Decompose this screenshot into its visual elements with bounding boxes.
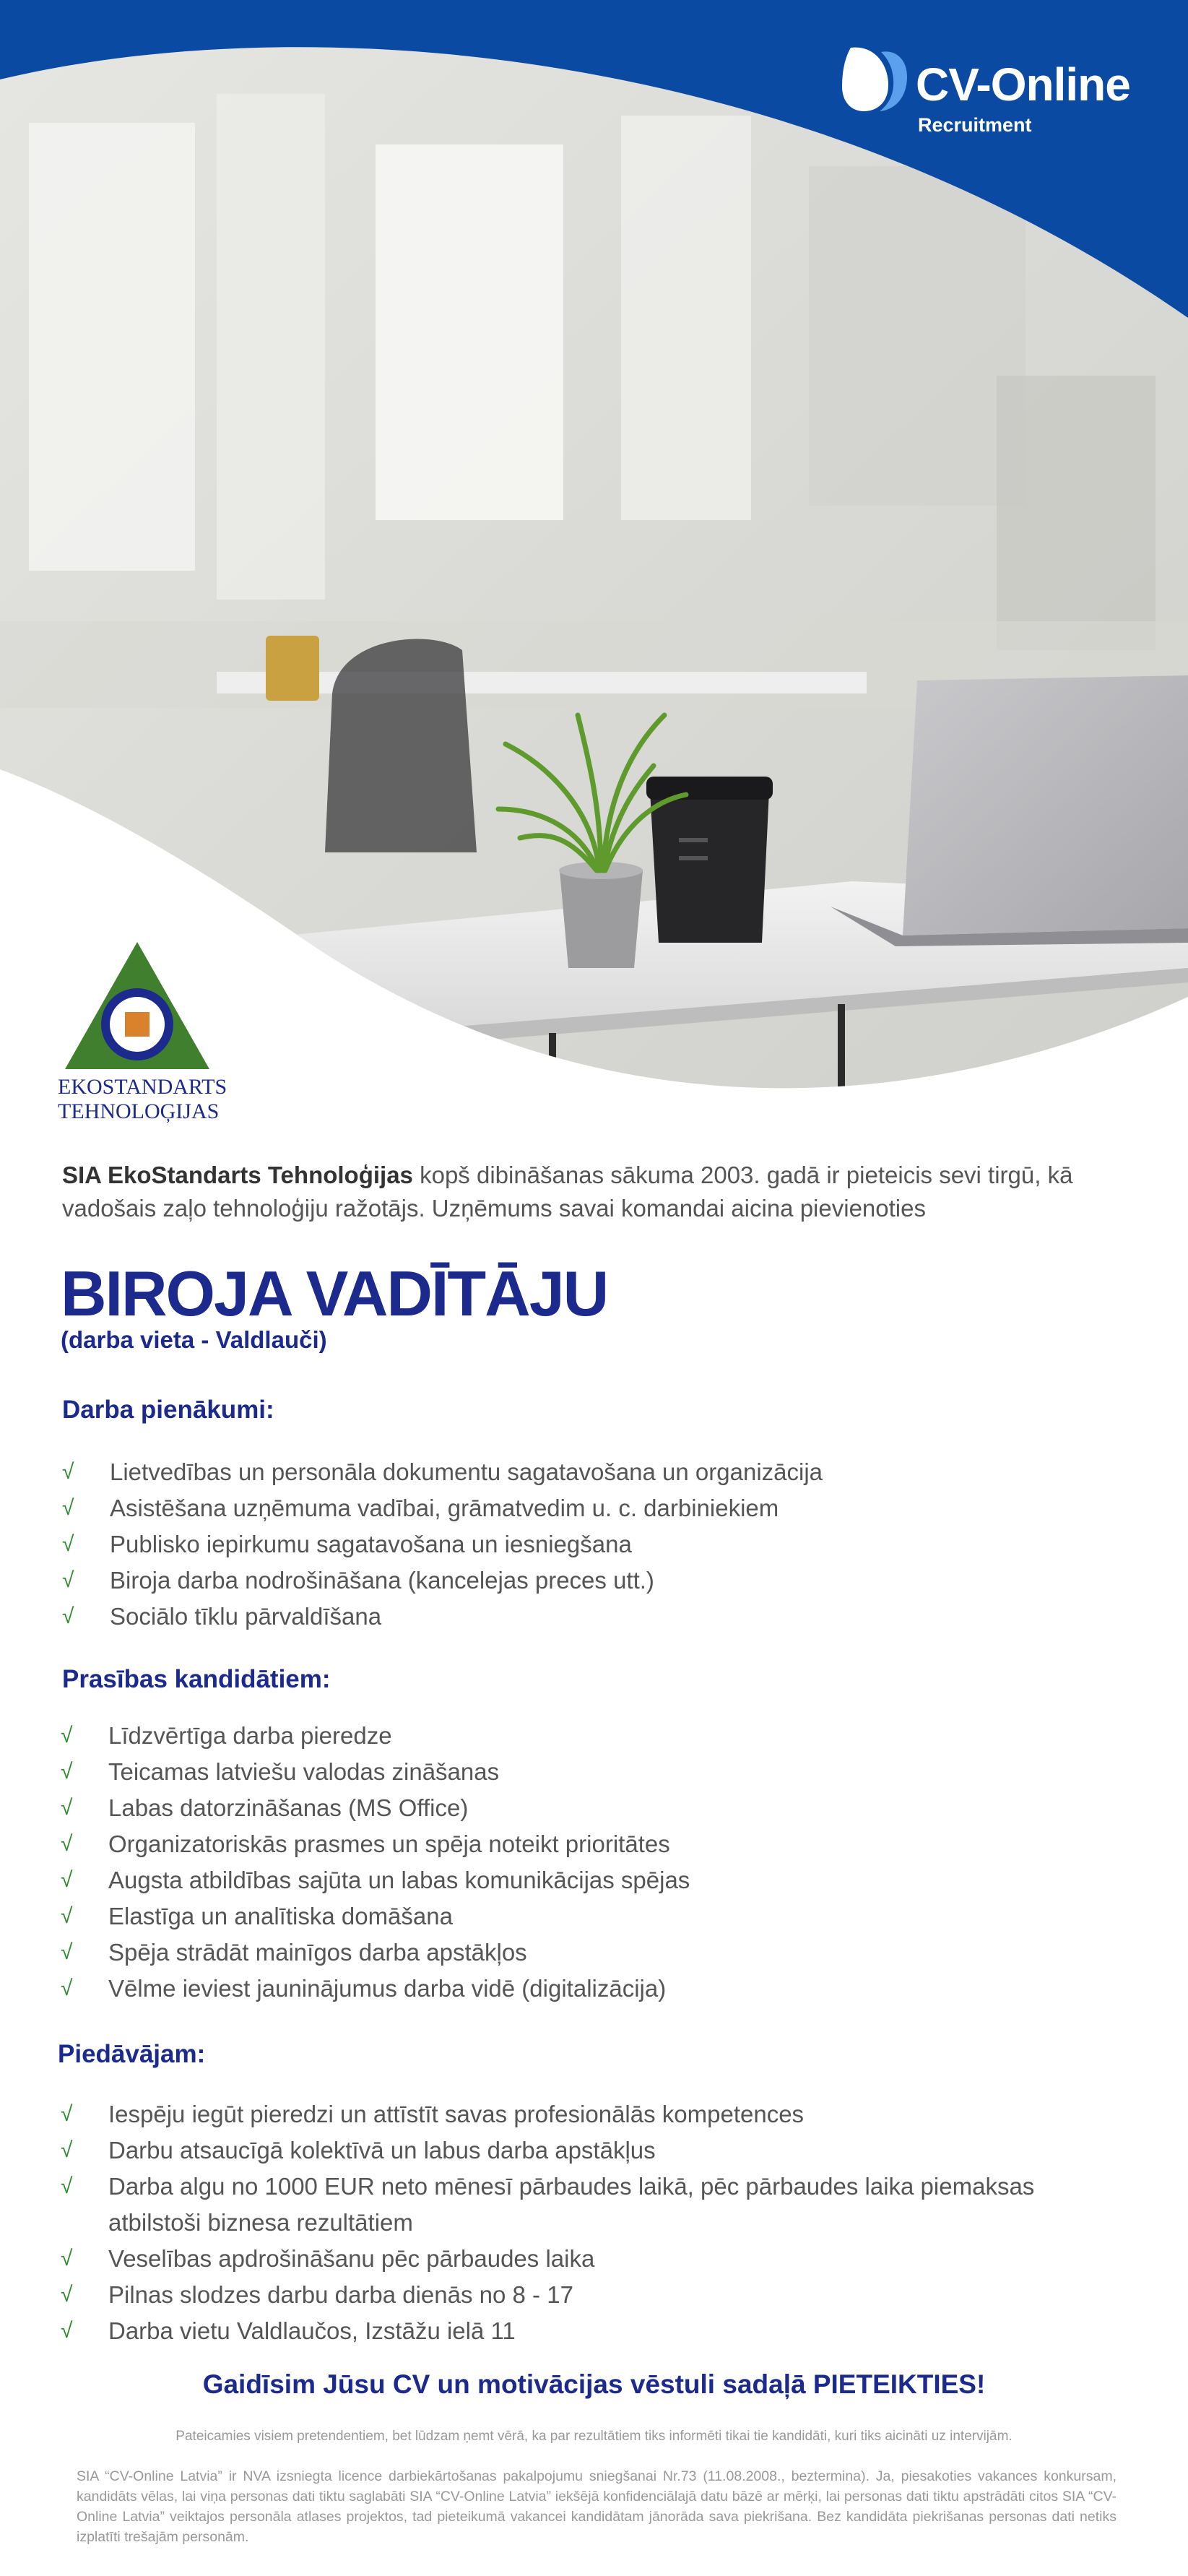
check-icon: √ bbox=[62, 1568, 74, 1592]
client-logo bbox=[58, 939, 227, 1127]
job-title: BIROJA VADĪTĀJU bbox=[61, 1258, 608, 1329]
check-icon: √ bbox=[61, 1724, 73, 1747]
check-icon: √ bbox=[61, 1760, 73, 1784]
check-icon: √ bbox=[61, 1868, 73, 1892]
intro-paragraph bbox=[62, 1159, 1124, 1225]
intro-text: kopš dibināšanas sākuma 2003. gadā ir pieteicis sevi tirgū, kā vadošais zaļo tehnoloģiju ražotājs. Uzņēmums savai komandai aicina pievienoties bbox=[62, 1162, 1073, 1222]
brand-tagline: Recruitment bbox=[918, 114, 1032, 136]
check-icon: √ bbox=[61, 1976, 73, 2000]
check-icon: √ bbox=[61, 2283, 73, 2307]
check-icon: √ bbox=[61, 2319, 73, 2343]
cv-online-logo[interactable] bbox=[838, 42, 1141, 143]
check-icon: √ bbox=[62, 1604, 74, 1628]
check-icon: √ bbox=[62, 1460, 74, 1484]
check-icon: √ bbox=[61, 1832, 73, 1856]
job-location: (darba vieta - Valdlauči) bbox=[61, 1326, 327, 1353]
hero-banner bbox=[0, 0, 1188, 1123]
check-icon: √ bbox=[61, 1796, 73, 1820]
requirements-heading: Prasības kandidātiem: bbox=[62, 1665, 331, 1693]
client-name-line1: EKOSTANDARTS bbox=[58, 1075, 227, 1099]
offer-heading: Piedāvājam: bbox=[58, 2040, 206, 2068]
check-icon: √ bbox=[61, 2102, 73, 2126]
client-name-line2: TEHNOLOĢIJAS bbox=[58, 1099, 220, 1123]
check-icon: √ bbox=[62, 1496, 74, 1520]
candidate-note: Pateicamies visiem pretendentiem, bet lūdzam ņemt vērā, ka par rezultātiem tiks informēti tikai tie kandidāti, kuri tiks aicināti uz intervijām. bbox=[175, 2429, 1013, 2444]
check-icon: √ bbox=[61, 2138, 73, 2162]
check-icon: √ bbox=[61, 1940, 73, 1964]
client-triangle-icon bbox=[61, 939, 213, 1073]
check-icon: √ bbox=[62, 1532, 74, 1556]
cv-online-logo-icon bbox=[838, 42, 910, 114]
check-icon: √ bbox=[61, 2174, 73, 2198]
brand-name: CV-Online bbox=[916, 59, 1130, 111]
apply-call-to-action: Gaidīsim Jūsu CV un motivācijas vēstuli sadaļā PIETEIKTIES! bbox=[202, 2369, 986, 2399]
check-icon: √ bbox=[61, 1904, 73, 1928]
check-icon: √ bbox=[61, 2247, 73, 2270]
duties-heading: Darba pienākumi: bbox=[62, 1396, 274, 1424]
company-name: SIA EkoStandarts Tehnoloģijas bbox=[62, 1162, 413, 1188]
legal-disclaimer: SIA “CV-Online Latvia” ir NVA izsniegta licence darbiekārtošanas pakalpojumu sniegšanai Nr.73 (11.08.2008., bezterminа). Ja, piesakoties vakances konkursam, kandidāts vēlas, lai viņa personas dati tiktu saglabāti SIA “CV-Online Latvia” iekšējā konfidenciālajā datu bāzē ar mērķi, lai personas dati tiktu apstrādāti citos SIA “CV-Online Latvia” veiktajos personāla atlases projektos, tad pieteikumā vakancei kandidātam jānorāda sava piekrišana. Bez kandidāta piekrišanas personas dati netiks izplatīti trešajām personām. bbox=[77, 2468, 1117, 2545]
